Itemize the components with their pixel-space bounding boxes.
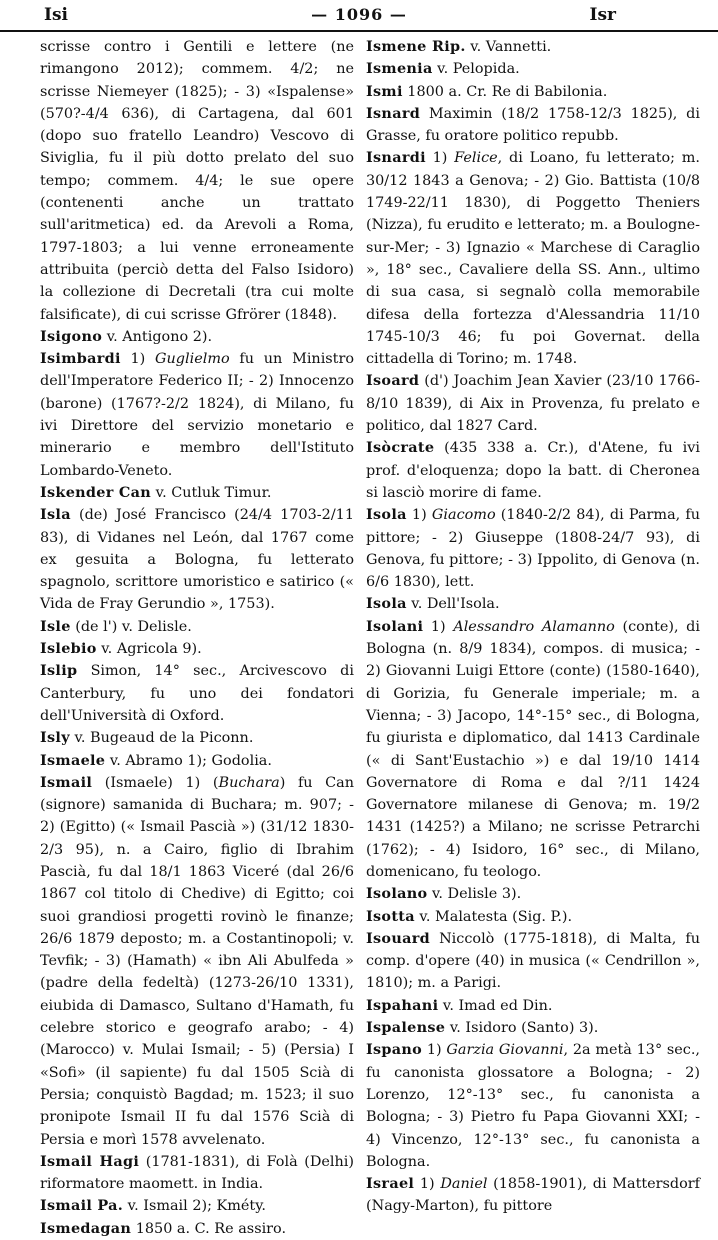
entry-text: v. Vannetti.	[465, 39, 552, 55]
entry-headword: Ismene Rip.	[366, 38, 466, 55]
entry-text: v. Isidoro (Santo) 3).	[445, 1020, 599, 1037]
entry-headword: Isigono	[40, 327, 103, 345]
dictionary-entry	[40, 660, 354, 727]
entry-headword: Ismail Pa.	[40, 1197, 124, 1215]
entry-headword: Ismail	[40, 773, 93, 791]
entry-headword: Isla	[40, 506, 71, 524]
dictionary-entry	[366, 995, 700, 1017]
dictionary-entry	[366, 437, 700, 504]
entry-headword: Ismail Hagi	[40, 1152, 140, 1170]
dictionary-entry	[366, 370, 700, 437]
entry-text: 1)	[406, 507, 432, 524]
dictionary-entry	[366, 81, 700, 103]
dictionary-entry	[366, 928, 700, 995]
dictionary-entry	[40, 326, 354, 348]
dictionary-entry	[366, 147, 700, 370]
entry-text: v. Malatesta (Sig. P.).	[414, 908, 573, 925]
dictionary-entry	[366, 103, 700, 148]
dictionary-entry	[366, 1173, 700, 1218]
left-column	[40, 36, 354, 1240]
dictionary-entry	[40, 638, 354, 660]
entry-italic-name: Garzia Giovanni	[446, 1042, 564, 1059]
entry-headword: Israel	[366, 1175, 415, 1193]
entry-text: v. Bugeaud de la Piconn.	[69, 730, 254, 747]
dictionary-entry	[40, 616, 354, 638]
entry-text: v. Abramo 1); Godolia.	[105, 752, 272, 769]
entry-text: , di Loano, fu letterato; m. 30/12 1843 a Genova; - 2) Gio. Battista (10/8 1749-22/11 1830), di Poggetto Theniers (Nizza), fu erudito e letterato; m. a Boulogne-sur-Mer; - 3) Ignazio « Marchese di Caraglio », 18° sec., Cavaliere della SS. Ann., ultimo di sua casa, si segnalò colla memorabile difesa della fortezza d'Alessandria 11/10 1745-10/3 46; fu poi Governat. della cittadella di Torino; m. 1748.	[366, 150, 701, 368]
entry-text: 1)	[120, 351, 156, 368]
entry-headword: Isle	[40, 617, 71, 635]
entry-text: v. Dell'Isola.	[406, 596, 500, 613]
entry-headword: Ismedagan	[40, 1219, 132, 1237]
entry-text: scrisse contro i Gentili e lettere (ne rimangono 2012); commem. 4/2; ne scrisse Niemeyer (1825); - 3) «Ispalense» (570?-4/4 636), di Cartagena, dal 601 (dopo suo fratello Leandro) Vescovo di Siviglia, fu il più dotto prelato del suo tempo; commem. 4/4; le sue opere (contenenti anche un trattato sull'aritmetica) ed. da Arevoli a Roma, 1797-1803; a lui venne erroneamente attribuita (perciò detta del Falso Isidoro) la collezione di Decretali (tra cui molte falsificate), di cui scrisse Gfrörer (1848).	[40, 39, 354, 323]
entry-text: v. Antigono 2).	[102, 328, 213, 345]
dictionary-entry	[366, 1017, 700, 1039]
page-header	[0, 0, 718, 32]
entry-text: (1840-2/2 84), di Parma, fu pittore; - 2) Giuseppe (1808-24/7 93), di Genova, fu pittore; - 3) Ippolito, di Genova (n. 6/6 1830), lett.	[366, 507, 701, 591]
header-left-guide-word: Isi	[44, 5, 68, 25]
entry-text: Niccolò (1775-1818), di Malta, fu comp. d'opere (40) in musica (« Cendrillon », 1810); m. a Parigi.	[366, 930, 700, 992]
dictionary-entry	[366, 616, 700, 884]
entry-italic-name: Buchara	[218, 774, 280, 791]
entry-headword: Islip	[40, 662, 78, 680]
dictionary-entry	[366, 58, 700, 80]
dictionary-entry	[40, 1195, 354, 1217]
entry-headword: Ispalense	[366, 1019, 446, 1037]
entry-text: (435 338 a. Cr.), d'Atene, fu ivi prof. d'eloquenza; dopo la batt. di Cheronea si lasciò morire di fame.	[366, 440, 700, 501]
entry-italic-name: Giacomo	[431, 507, 496, 524]
dictionary-entry	[366, 906, 700, 928]
dictionary-entry	[366, 504, 700, 593]
dictionary-entry	[366, 36, 700, 58]
entry-text: 1)	[422, 1042, 447, 1059]
entry-headword: Isola	[366, 506, 407, 524]
entry-text: (1781-1831), di Folà (Delhi) riformatore maomett. in India.	[40, 1153, 355, 1193]
entry-text: (conte), di Bologna (n. 8/9 1834), compos. di musica; - 2) Giovanni Luigi Ettore (conte) (1580-1640), di Gorizia, fu Generale imperiale; m. a Vienna; - 3) Jacopo, 14°-15° sec., di Bologna, fu giurista e diplomatico, dal 1413 Cardinale (« di Sant'Eustachio ») e dal 19/10 1414 Governatore di Roma e dal ?/11 1424 Governatore milanese di Genova; m. 19/2 1431 (1425?) a Milano; ne scrisse Petrarchi (1762); - 4) Isidoro, 16° sec., di Milano, domenicano, fu teologo.	[366, 618, 700, 880]
entry-headword: Isnard	[366, 104, 421, 122]
entry-headword: Isly	[40, 729, 70, 747]
entry-text: v. Agricola 9).	[96, 641, 202, 658]
entry-headword: Isòcrate	[366, 439, 435, 457]
entry-headword: Ismi	[366, 82, 403, 100]
dictionary-entry	[366, 883, 700, 905]
entry-text: Maximin (18/2 1758-12/3 1825), di Grasse, fu oratore politico repubb.	[366, 105, 700, 145]
entry-text: 1)	[423, 618, 454, 635]
entry-headword: Isolano	[366, 885, 428, 903]
entry-headword: Isouard	[366, 929, 430, 947]
entry-headword: Isolani	[366, 617, 424, 635]
entry-headword: Isimbardi	[40, 350, 121, 368]
entry-text: v. Imad ed Din.	[438, 997, 553, 1014]
dictionary-entry	[40, 504, 354, 615]
entry-headword: Ispano	[366, 1041, 423, 1059]
entry-text: 1)	[425, 150, 455, 167]
entry-headword: Isoard	[366, 372, 420, 390]
entry-text: , 2a metà 13° sec., fu canonista glossatore a Bologna; - 2) Lorenzo, 12°-13° sec., fu canonista a Bologna; - 3) Pietro fu Papa Giovanni XXI; - 4) Vincenzo, 12°-13° sec., fu canonista a Bologna.	[366, 1042, 701, 1170]
dictionary-entry	[40, 772, 354, 1151]
entry-text: 1)	[414, 1176, 441, 1193]
entry-text: ) fu Can (signore) samanida di Buchara; m. 907; - 2) (Egitto) (« Ismail Pascià ») (31/12 1830-2/3 95), n. a Cairo, figlio di Ibrahim Pascià, fu dal 18/1 1863 Viceré (dal 26/6 1867 col titolo di Chedive) di Egitto; coi suoi grandiosi progetti rovinò le finanze; 26/6 1879 deposto; m. a Costantinopoli; v. Tevfik; - 3) (Hamath) « ibn Ali Abulfeda » (padre della fedeltà) (1273-26/10 1331), eiubida di Damasco, Sultano d'Hamath, fu celebre storico e geografo arabo; - 4) (Marocco) v. Mulai Ismail; - 5) (Persia) I «Sofi» (il sapiente) fu dal 1505 Scià di Persia; conquistò Bagdad; m. 1523; il suo pronipote Ismail II fu dal 1576 Scià di Persia e morì 1578 avvelenato.	[40, 774, 354, 1148]
entry-headword: Iskender Can	[40, 483, 152, 501]
entry-text: 1850 a. C. Re assiro.	[131, 1220, 287, 1237]
entry-text: (Ismaele) 1) (	[92, 774, 219, 791]
entry-italic-name: Felice	[454, 150, 498, 167]
entry-text: Simon, 14° sec., Arcivescovo di Canterbury, fu uno dei fondatori dell'Università di Oxford.	[40, 663, 354, 724]
entry-text: (d') Joachim Jean Xavier (23/10 1766-8/10 1839), di Aix in Provenza, fu prelato e politico, dal 1827 Card.	[366, 373, 700, 435]
dictionary-entry	[366, 593, 700, 615]
dictionary-entry	[40, 1151, 354, 1196]
dictionary-entry	[40, 482, 354, 504]
right-column	[366, 36, 700, 1218]
entry-text: v. Delisle 3).	[427, 886, 522, 903]
entry-text: v. Ismail 2); Kméty.	[123, 1198, 267, 1215]
page-number: — 1096 —	[311, 5, 407, 24]
dictionary-entry	[40, 348, 354, 482]
entry-italic-name: Alessandro Alamanno	[453, 618, 615, 635]
entry-text: v. Cutluk Timur.	[151, 484, 272, 501]
entry-italic-name: Daniel	[440, 1176, 488, 1193]
dictionary-entry	[40, 36, 354, 326]
entry-text: (de) José Francisco (24/4 1703-2/11 83), di Vidanes nel León, dal 1767 come ex gesuita a Bologna, fu letterato spagnolo, scrittore umoristico e satirico (« Vida de Fray Gerundio », 1753).	[40, 507, 354, 613]
entry-headword: Ismaele	[40, 751, 106, 769]
entry-text: 1800 a. Cr. Re di Babilonia.	[402, 83, 608, 100]
entry-headword: Isola	[366, 595, 407, 613]
entry-text: fu un Ministro dell'Imperatore Federico II; - 2) Innocenzo (barone) (1767?-2/2 1824), di Milano, fu ivi Direttore del servizio monetario e minerario e membro dell'Istituto Lombardo-Veneto.	[40, 351, 355, 479]
dictionary-entry	[40, 750, 354, 772]
entry-headword: Isnardi	[366, 149, 426, 167]
entry-headword: Islebio	[40, 640, 97, 658]
entry-headword: Isotta	[366, 907, 415, 925]
dictionary-entry	[40, 1218, 354, 1240]
entry-text: (1858-1901), di Mattersdorf (Nagy-Marton), fu pittore	[366, 1176, 701, 1215]
entry-text: v. Pelopida.	[432, 61, 520, 78]
dictionary-entry	[40, 727, 354, 749]
entry-italic-name: Guglielmo	[155, 351, 230, 368]
entry-headword: Ismenia	[366, 60, 433, 78]
entry-headword: Ispahani	[366, 996, 439, 1014]
entry-text: (de l') v. Delisle.	[70, 618, 192, 635]
header-right-guide-word: Isr	[589, 5, 616, 25]
dictionary-entry	[366, 1039, 700, 1173]
